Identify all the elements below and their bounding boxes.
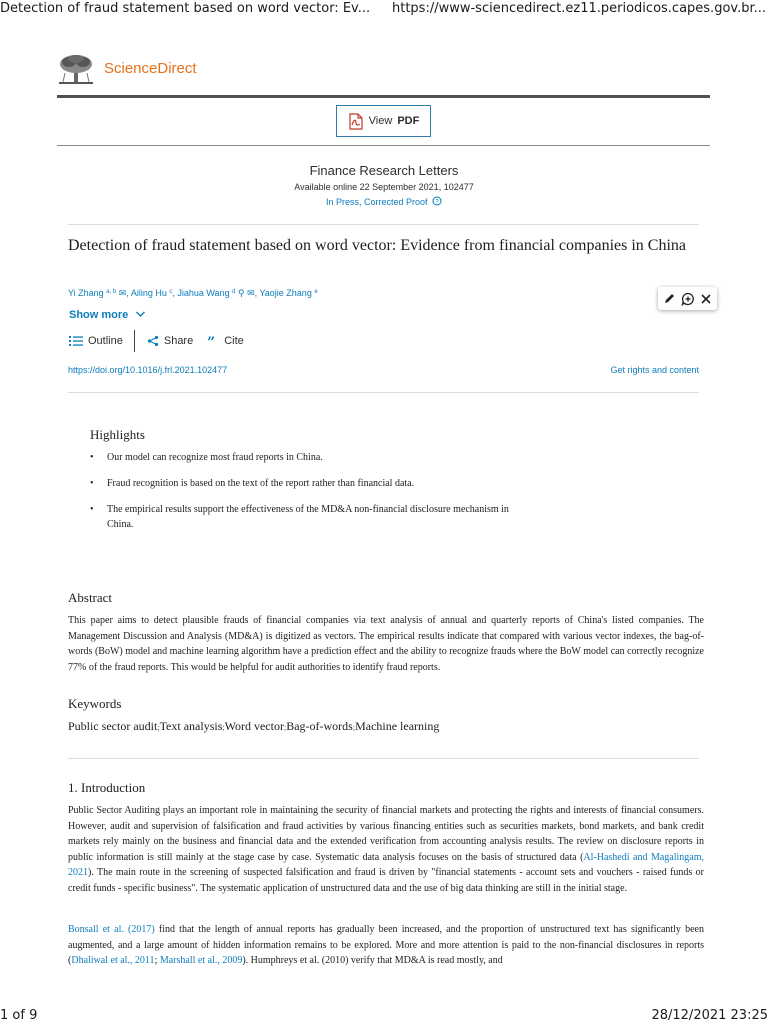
keywords-heading: Keywords bbox=[68, 696, 122, 711]
doi-link[interactable]: https://doi.org/10.1016/j.frl.2021.102477 bbox=[68, 365, 228, 375]
availability-date: Available online 22 September 2021, 102477 bbox=[294, 182, 474, 192]
view-pdf-prefix: View bbox=[368, 115, 393, 127]
citation-link[interactable]: Dhaliwal et al., 2011 bbox=[71, 955, 155, 966]
share-label: Share bbox=[163, 335, 194, 347]
abstract-heading: Abstract bbox=[68, 590, 113, 605]
rights-link[interactable]: Get rights and content bbox=[610, 365, 699, 375]
pdf-icon bbox=[348, 113, 364, 130]
keyword[interactable]: Text analysis bbox=[159, 719, 223, 733]
chevron-down-icon bbox=[135, 310, 146, 318]
print-datetime: 28/12/2021 23:25 bbox=[651, 1008, 768, 1023]
share-icon bbox=[147, 335, 159, 347]
person-icon: ⚲ bbox=[237, 288, 245, 298]
article-actions bbox=[69, 330, 244, 352]
list-item: • The empirical results support the effectiveness of the MD&A non-financial disclosure mechanism in China. bbox=[90, 504, 509, 530]
outline-button[interactable] bbox=[69, 335, 123, 347]
actions-separator bbox=[134, 330, 135, 352]
keyword[interactable]: Machine learning bbox=[355, 719, 440, 733]
pdf-divider bbox=[57, 145, 710, 146]
elsevier-tree-logo bbox=[57, 53, 95, 85]
print-url: https://www-sciencedirect.ez11.periodicos.capes.gov.br... bbox=[392, 1, 767, 16]
author-link[interactable]: Ailing Hu $^c$ bbox=[130, 288, 173, 298]
keyword-list: Public sector audit;Text analysis;Word vector;Bag-of-words;Machine learning bbox=[68, 719, 440, 733]
add-comment-icon[interactable] bbox=[681, 292, 695, 306]
email-icon: ✉ bbox=[118, 288, 127, 298]
article-status[interactable] bbox=[0, 196, 768, 207]
print-page-title: Detection of fraud statement based on word vector: Ev... bbox=[0, 1, 371, 16]
share-button[interactable] bbox=[147, 335, 193, 347]
view-pdf-label: PDF bbox=[397, 115, 420, 127]
annotation-toolbox bbox=[658, 287, 717, 310]
abstract-text: This paper aims to detect plausible frauds of financial companies via text analysis of annual and quarterly reports of China's listed companies. The Management Discussion and Analysis (MD&A) is digitized as vectors. The empirical results indicate that compared with various vector indexes, the bag-of-words (BoW) model and machine learning algorithm have a prediction effect and the ability to recognize frauds where the BoW model can correctly recognize 77% of the fraud reports. This would be helpful for audit authorities to identify fraud reports. bbox=[68, 615, 704, 673]
citation-link[interactable]: Bonsall et al. (2017) bbox=[68, 924, 155, 935]
brand-logo-text[interactable]: ScienceDirect bbox=[104, 60, 197, 77]
article-status-label: In Press, Corrected Proof bbox=[325, 197, 428, 207]
svg-text:?: ? bbox=[435, 198, 439, 206]
show-more-button[interactable] bbox=[69, 309, 146, 321]
cite-label: Cite bbox=[224, 335, 244, 347]
highlights-list bbox=[90, 450, 510, 543]
view-pdf-button[interactable] bbox=[336, 105, 431, 137]
keywords-divider bbox=[68, 758, 699, 759]
keyword[interactable]: Bag-of-words bbox=[286, 719, 353, 733]
list-item: • Our model can recognize most fraud reports in China. bbox=[90, 452, 323, 463]
header-divider bbox=[57, 95, 710, 98]
outline-label: Outline bbox=[88, 335, 123, 347]
highlights-heading: Highlights bbox=[90, 427, 145, 442]
email-icon: ✉ bbox=[247, 288, 255, 298]
keyword[interactable]: Public sector audit bbox=[68, 719, 158, 733]
author-link[interactable]: Jiahua Wang $^d$ ⚲ ✉ bbox=[177, 288, 255, 298]
author-link[interactable]: Yaojie Zhang $^e$ bbox=[259, 288, 318, 298]
doi-divider bbox=[68, 392, 699, 393]
introduction-paragraph-1: Public Sector Auditing plays an important role in maintaining the security of financial markets and protecting the rights and interests of financial consumers. However, audit and supervision of falsification and fraud activities by various financing entities such as securities markets, bond markets, and bank credit markets rely mainly on the business and financial data and the extended verification from accounting analysis results. The review on disclosure reports in public information is still mainly at the stage case by case. Systematic data analysis focuses on the basis of structured data (Al-Hashedi and Magalingam, 2021). The main route in the screening of suspected falsification and fraud is driven by "financial statements - account sets and vouchers - raised funds or credit funds - specific business". The systematic application of unstructured data and the use of big data thinking are still in the initial stage. bbox=[68, 805, 704, 894]
journal-name[interactable]: Finance Research Letters bbox=[309, 163, 459, 178]
svg-text:”: ” bbox=[207, 336, 216, 346]
list-item: • Fraud recognition is based on the text of the report rather than financial data. bbox=[90, 478, 415, 489]
keyword[interactable]: Word vector bbox=[224, 719, 284, 733]
citation-link[interactable]: Marshall et al., 2009 bbox=[159, 955, 243, 966]
introduction-paragraph-2: Bonsall et al. (2017) find that the length of annual reports has gradually been increased, and the proportion of unstructured text has significantly been augmented, and a large amount of hidden information remains to be explored. More and more attention is paid to the non-financial disclosures in reports (Dhaliwal et al., 2011; Marshall et al., 2009). Humphreys et al. (2010) verify that MD&A is read mostly, and bbox=[68, 924, 704, 966]
author-list: Yi Zhang $^{a, b}$ ✉, Ailing Hu $^c$, Jiahua Wang $^d$ ⚲ ✉, Yaojie Zhang $^e$ bbox=[68, 288, 318, 298]
info-icon bbox=[432, 196, 442, 206]
author-link[interactable]: Yi Zhang $^{a, b}$ ✉ bbox=[68, 288, 127, 298]
cite-button[interactable] bbox=[207, 335, 244, 347]
close-icon[interactable] bbox=[700, 293, 712, 305]
citation-link[interactable]: Al-Hashedi and Magalingam, 2021 bbox=[68, 851, 704, 878]
introduction-heading: 1. Introduction bbox=[68, 780, 146, 795]
article-title: Detection of fraud statement based on word vector: Evidence from financial companies in China bbox=[68, 237, 687, 254]
print-page-count: 1 of 9 bbox=[0, 1008, 38, 1023]
pen-icon[interactable] bbox=[663, 292, 676, 305]
list-icon bbox=[69, 335, 83, 347]
quote-icon bbox=[207, 336, 219, 346]
journal-divider bbox=[68, 224, 699, 225]
show-more-label: Show more bbox=[69, 309, 129, 321]
